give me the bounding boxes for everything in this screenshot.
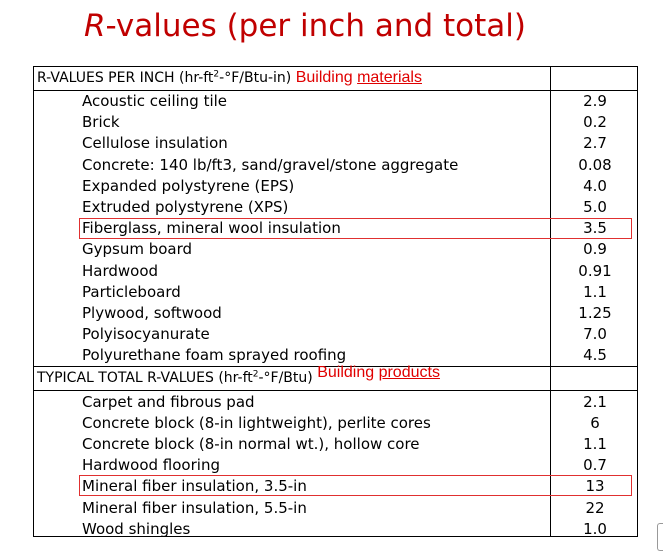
material-name: Acoustic ceiling tile	[82, 92, 228, 110]
material-name: Wood shingles	[82, 519, 191, 538]
table-row	[34, 454, 637, 475]
r-value: 7.0	[583, 325, 607, 344]
r-value: 22	[585, 498, 605, 517]
section1-tag-word2: materials	[357, 69, 422, 86]
material-name: Mineral fiber insulation, 5.5-in	[82, 498, 307, 517]
section2-header	[37, 364, 440, 387]
material-name: Plywood, softwood	[82, 304, 222, 322]
material-name: Carpet and fibrous pad	[82, 393, 255, 411]
material-name: Concrete block (8-in normal wt.), hollow core	[82, 435, 420, 454]
section2-tag	[317, 364, 440, 381]
table-row	[34, 90, 637, 111]
material-name: Concrete block (8-in lightweight), perlite cores	[82, 414, 431, 433]
section1-header-text: R-VALUES PER INCH (hr-ft	[37, 70, 214, 86]
table-row	[34, 302, 637, 323]
r-value: 1.25	[578, 304, 612, 322]
r-value: 1.0	[583, 519, 607, 538]
section1-header	[37, 69, 422, 87]
material-name: Fiberglass, mineral wool insulation	[82, 219, 341, 238]
r-value: 5.0	[583, 198, 607, 216]
table-row	[34, 175, 637, 196]
r-value: 6	[590, 414, 600, 433]
r-value: 0.08	[578, 155, 612, 174]
title-italic-r: R	[84, 8, 106, 44]
material-name: Concrete: 140 lb/ft3, sand/gravel/stone aggregate	[82, 155, 459, 174]
r-value: 0.7	[583, 456, 607, 475]
section1-header-sup: 2	[213, 69, 220, 80]
table-row	[34, 238, 637, 259]
material-name: Expanded polystyrene (EPS)	[82, 176, 295, 195]
section2-header-tail: -°F/Btu)	[258, 370, 313, 386]
scroll-edge-tab	[657, 523, 663, 551]
title-rest: -values (per inch and total)	[105, 8, 526, 44]
r-value: 0.9	[583, 240, 607, 259]
table-row	[34, 391, 637, 412]
r-value: 0.2	[583, 113, 607, 132]
material-name: Gypsum board	[82, 240, 193, 259]
table-row	[34, 497, 637, 518]
material-name: Brick	[82, 113, 120, 132]
highlight-mineral-fiber-row	[79, 475, 632, 496]
r-value: 1.1	[583, 282, 607, 301]
r-value: 4.0	[583, 176, 607, 195]
r-value: 2.9	[583, 92, 607, 110]
material-name: Hardwood flooring	[82, 456, 220, 475]
table-row	[34, 111, 637, 132]
material-name: Particleboard	[82, 282, 181, 301]
r-value: 4.5	[583, 346, 607, 365]
material-name: Polyurethane foam sprayed roofing	[82, 346, 347, 365]
section2-tag-word2: products	[378, 364, 440, 381]
table-row	[34, 518, 637, 539]
r-value: 2.7	[583, 134, 607, 153]
section1-header-tail: -°F/Btu-in)	[219, 70, 292, 86]
material-name: Mineral fiber insulation, 3.5-in	[82, 477, 307, 496]
highlight-fiberglass-row	[79, 218, 632, 239]
section1-tag-word1: Building	[295, 69, 353, 86]
table-row	[34, 323, 637, 344]
r-values-table	[33, 66, 638, 537]
table-row	[34, 260, 637, 281]
section2-header-text: TYPICAL TOTAL R-VALUES (hr-ft	[37, 370, 253, 386]
material-name: Polyisocyanurate	[82, 325, 210, 344]
page-title	[84, 8, 526, 44]
table-row	[34, 196, 637, 217]
table-row	[34, 132, 637, 153]
section2-header-sup: 2	[252, 369, 259, 380]
r-value: 3.5	[583, 219, 607, 238]
table-row	[34, 433, 637, 454]
r-value: 0.91	[578, 261, 612, 280]
table-row	[34, 412, 637, 433]
r-value: 13	[585, 477, 605, 496]
r-value: 1.1	[583, 435, 607, 454]
table-row	[34, 344, 637, 365]
material-name: Extruded polystyrene (XPS)	[82, 198, 289, 216]
r-value: 2.1	[583, 393, 607, 411]
table-row	[34, 154, 637, 175]
table-row	[34, 281, 637, 302]
section1-tag	[296, 69, 422, 86]
material-name: Hardwood	[82, 261, 159, 280]
section2-tag-word1: Building	[317, 364, 375, 381]
material-name: Cellulose insulation	[82, 134, 228, 153]
